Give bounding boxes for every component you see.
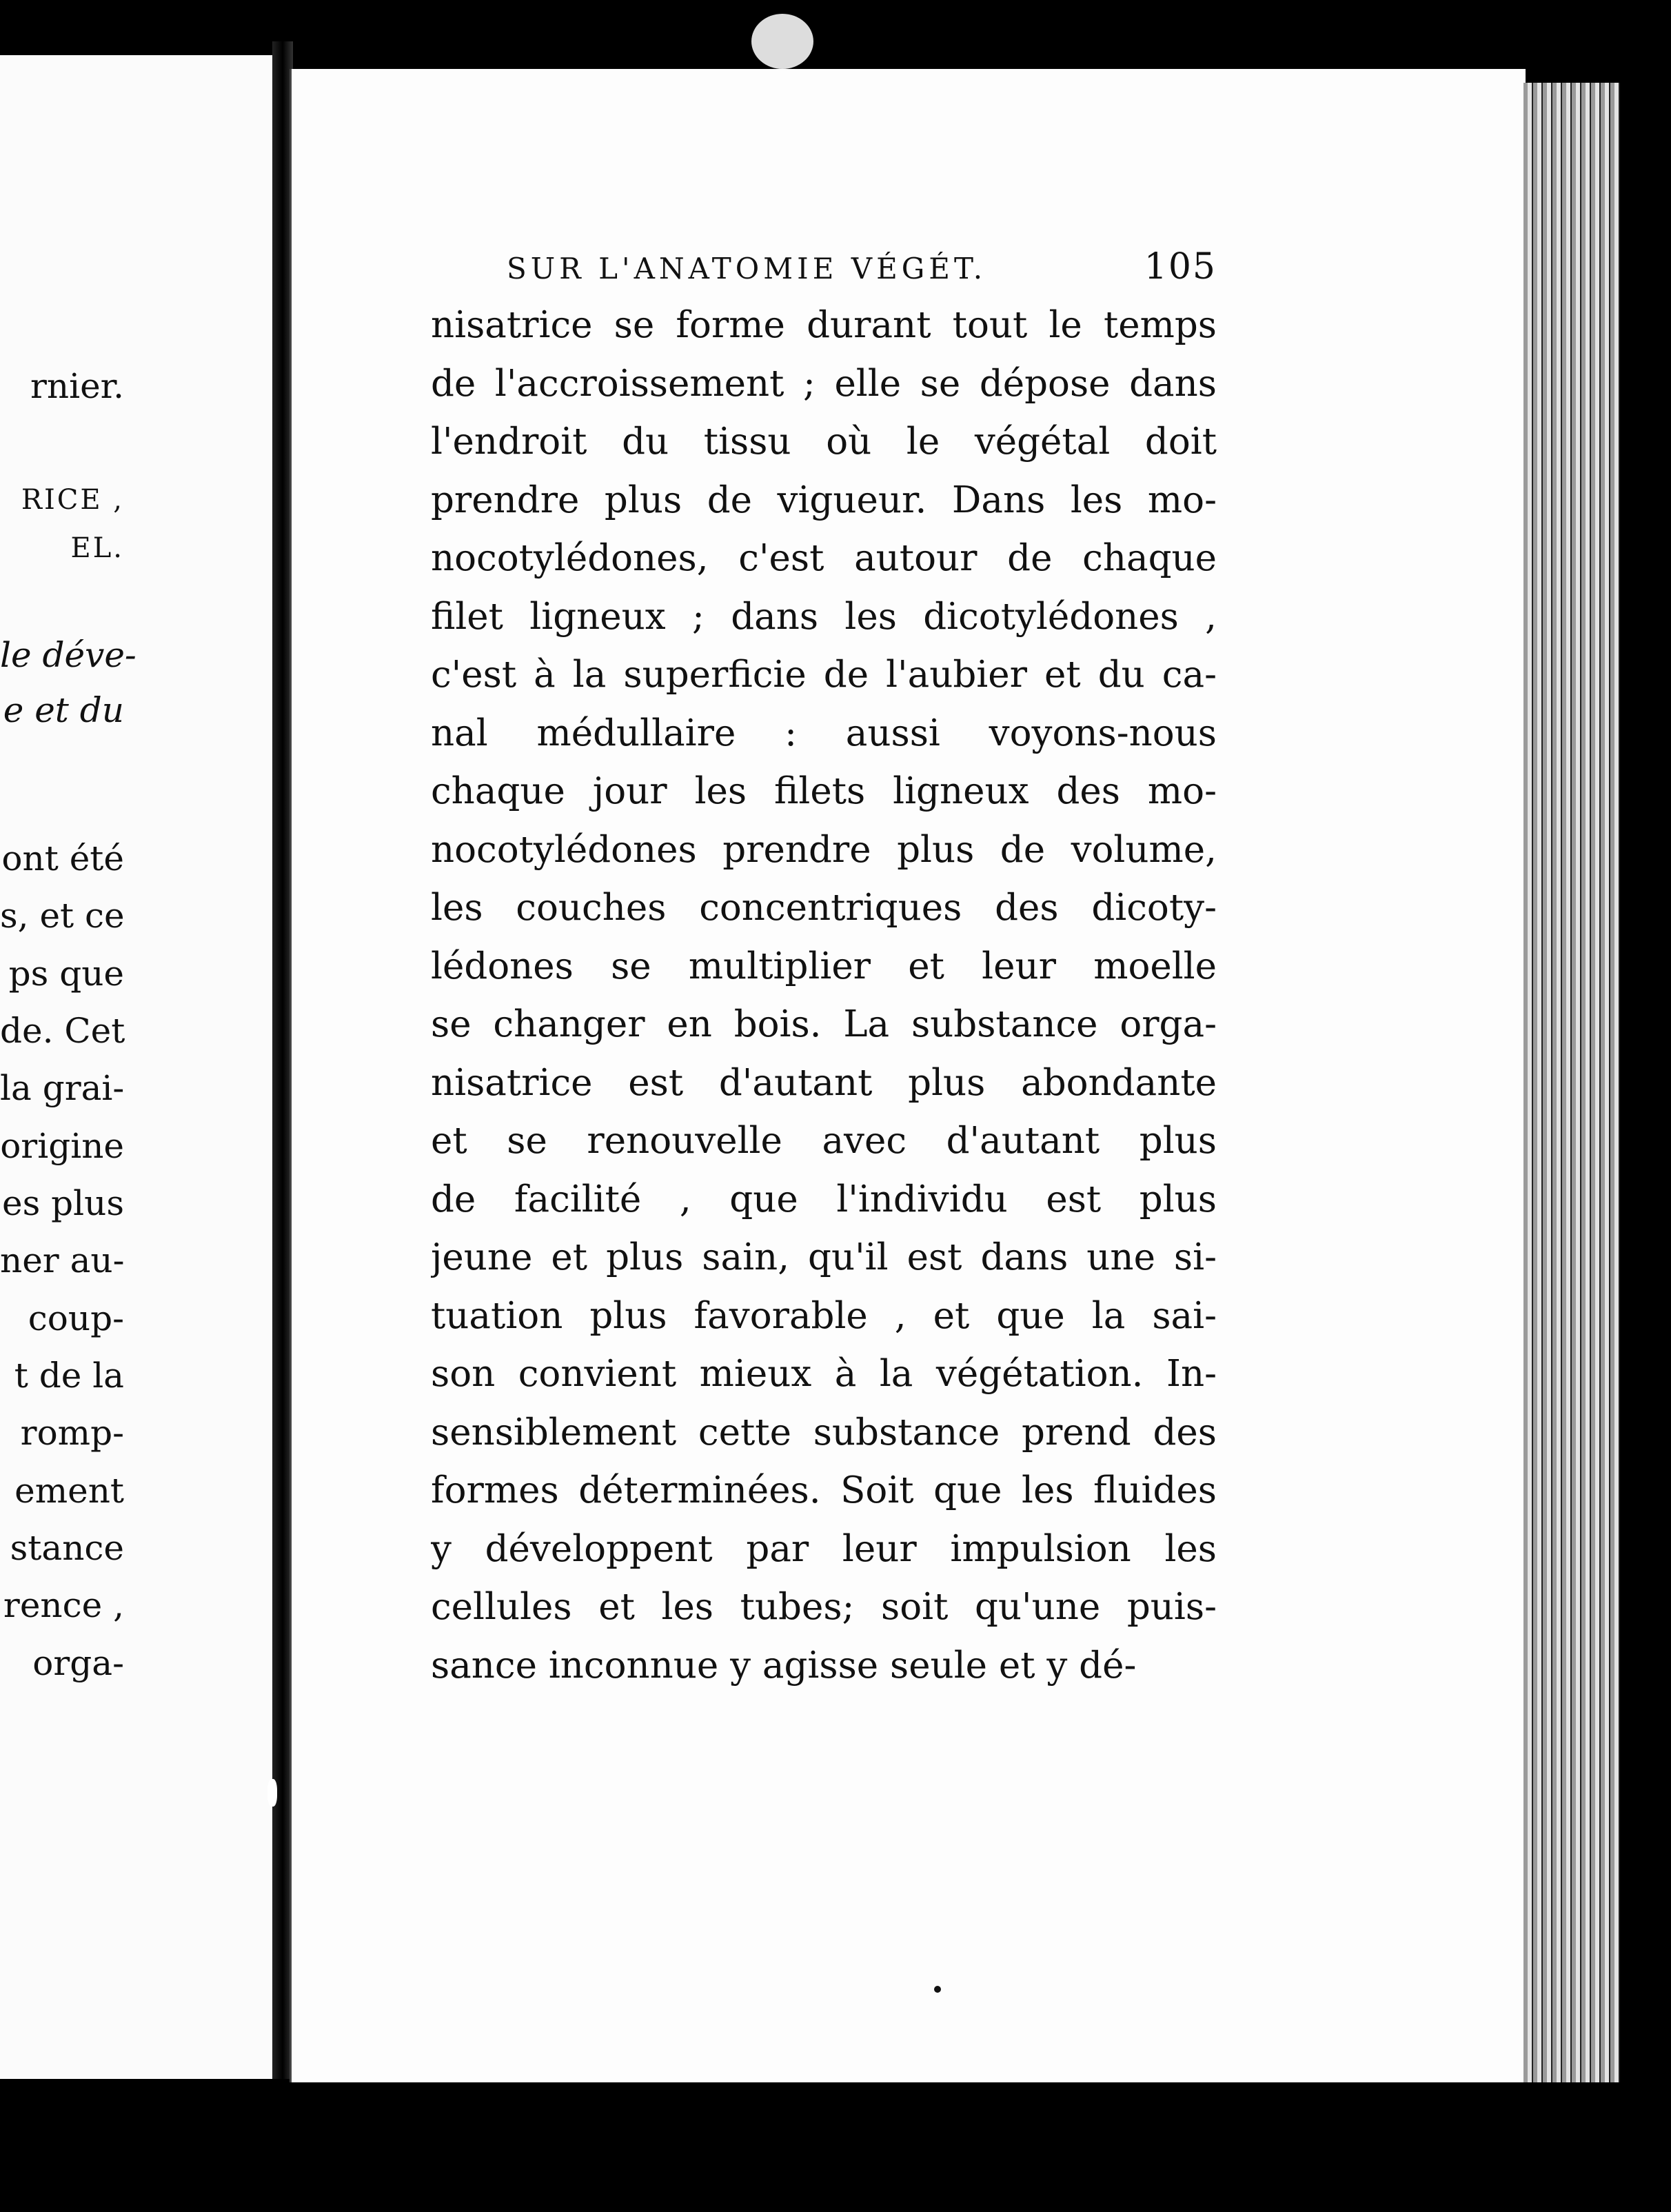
text-line: de l'accroissement ; elle se dépose dans bbox=[431, 362, 1217, 405]
page-edges bbox=[1523, 83, 1620, 2082]
text-line: chaque jour les filets ligneux des mo- bbox=[431, 770, 1217, 812]
facing-page-line: la grai- bbox=[0, 1068, 125, 1108]
text-line: nisatrice se forme durant tout le temps bbox=[431, 304, 1217, 346]
facing-page-line: romp- bbox=[20, 1413, 124, 1453]
facing-page-line: de. Cet bbox=[0, 1011, 125, 1051]
text-line: y développent par leur impulsion les bbox=[431, 1527, 1217, 1570]
facing-page-line: rnier. bbox=[30, 366, 124, 406]
text-line: sensiblement cette substance prend des bbox=[431, 1411, 1217, 1454]
binding-hole bbox=[267, 1779, 277, 1807]
text-line: filet ligneux ; dans les dicotylédones , bbox=[431, 595, 1217, 638]
text-line: cellules et les tubes; soit qu'une puis- bbox=[431, 1586, 1217, 1628]
text-line: les couches concentriques des dicoty- bbox=[431, 887, 1217, 929]
facing-page-line: es plus bbox=[1, 1183, 124, 1223]
text-line: sance inconnue y agisse seule et y dé- bbox=[431, 1644, 1137, 1687]
facing-page-line: ner au- bbox=[0, 1240, 125, 1280]
body-text bbox=[431, 296, 1217, 1695]
paper-speck bbox=[934, 1986, 941, 1993]
text-line: jeune et plus sain, qu'il est dans une si- bbox=[431, 1236, 1217, 1278]
text-line: se changer en bois. La substance orga- bbox=[431, 1003, 1217, 1045]
facing-page-line: rence , bbox=[3, 1585, 124, 1625]
text-line: l'endroit du tissu où le végétal doit bbox=[431, 421, 1217, 463]
facing-page-line: EL. bbox=[70, 532, 124, 564]
facing-page-line: orga- bbox=[32, 1643, 124, 1683]
binding-stain bbox=[751, 14, 813, 69]
text-line: nocotylédones prendre plus de volume, bbox=[431, 828, 1217, 871]
text-line: formes déterminées. Soit que les fluides bbox=[431, 1469, 1217, 1511]
facing-page-line: coup- bbox=[28, 1298, 124, 1338]
facing-page-line: stance bbox=[10, 1528, 124, 1568]
text-line: de facilité , que l'individu est plus bbox=[431, 1178, 1217, 1220]
text-line: nal médullaire : aussi voyons-nous bbox=[431, 712, 1217, 754]
text-line: c'est à la superficie de l'aubier et du ca- bbox=[431, 654, 1217, 696]
text-line: et se renouvelle avec d'autant plus bbox=[431, 1120, 1217, 1162]
text-line: lédones se multiplier et leur moelle bbox=[431, 945, 1217, 987]
facing-page-line: le déve- bbox=[0, 635, 136, 675]
facing-page-line: origine bbox=[0, 1126, 124, 1166]
facing-page-line: t de la bbox=[14, 1356, 124, 1396]
text-line: nocotylédones, c'est autour de chaque bbox=[431, 537, 1217, 579]
facing-page-line: ps que bbox=[8, 954, 124, 994]
facing-page-line: e et du bbox=[3, 690, 124, 730]
page-number: 105 bbox=[1144, 246, 1217, 288]
text-line: son convient mieux à la végétation. In- bbox=[431, 1353, 1217, 1395]
facing-page-fragment bbox=[0, 55, 272, 2079]
facing-page-line: ont été bbox=[1, 838, 124, 878]
text-line: nisatrice est d'autant plus abondante bbox=[431, 1061, 1217, 1104]
text-line: tuation plus favorable , et que la sai- bbox=[431, 1294, 1217, 1337]
facing-page-line: ement bbox=[14, 1471, 124, 1511]
facing-page-line: RICE , bbox=[21, 484, 124, 516]
page-header bbox=[507, 243, 1217, 291]
running-head: SUR L'ANATOMIE VÉGÉT. bbox=[507, 252, 987, 285]
facing-page-line: s, et ce bbox=[0, 896, 125, 936]
text-line: prendre plus de vigueur. Dans les mo- bbox=[431, 479, 1217, 521]
